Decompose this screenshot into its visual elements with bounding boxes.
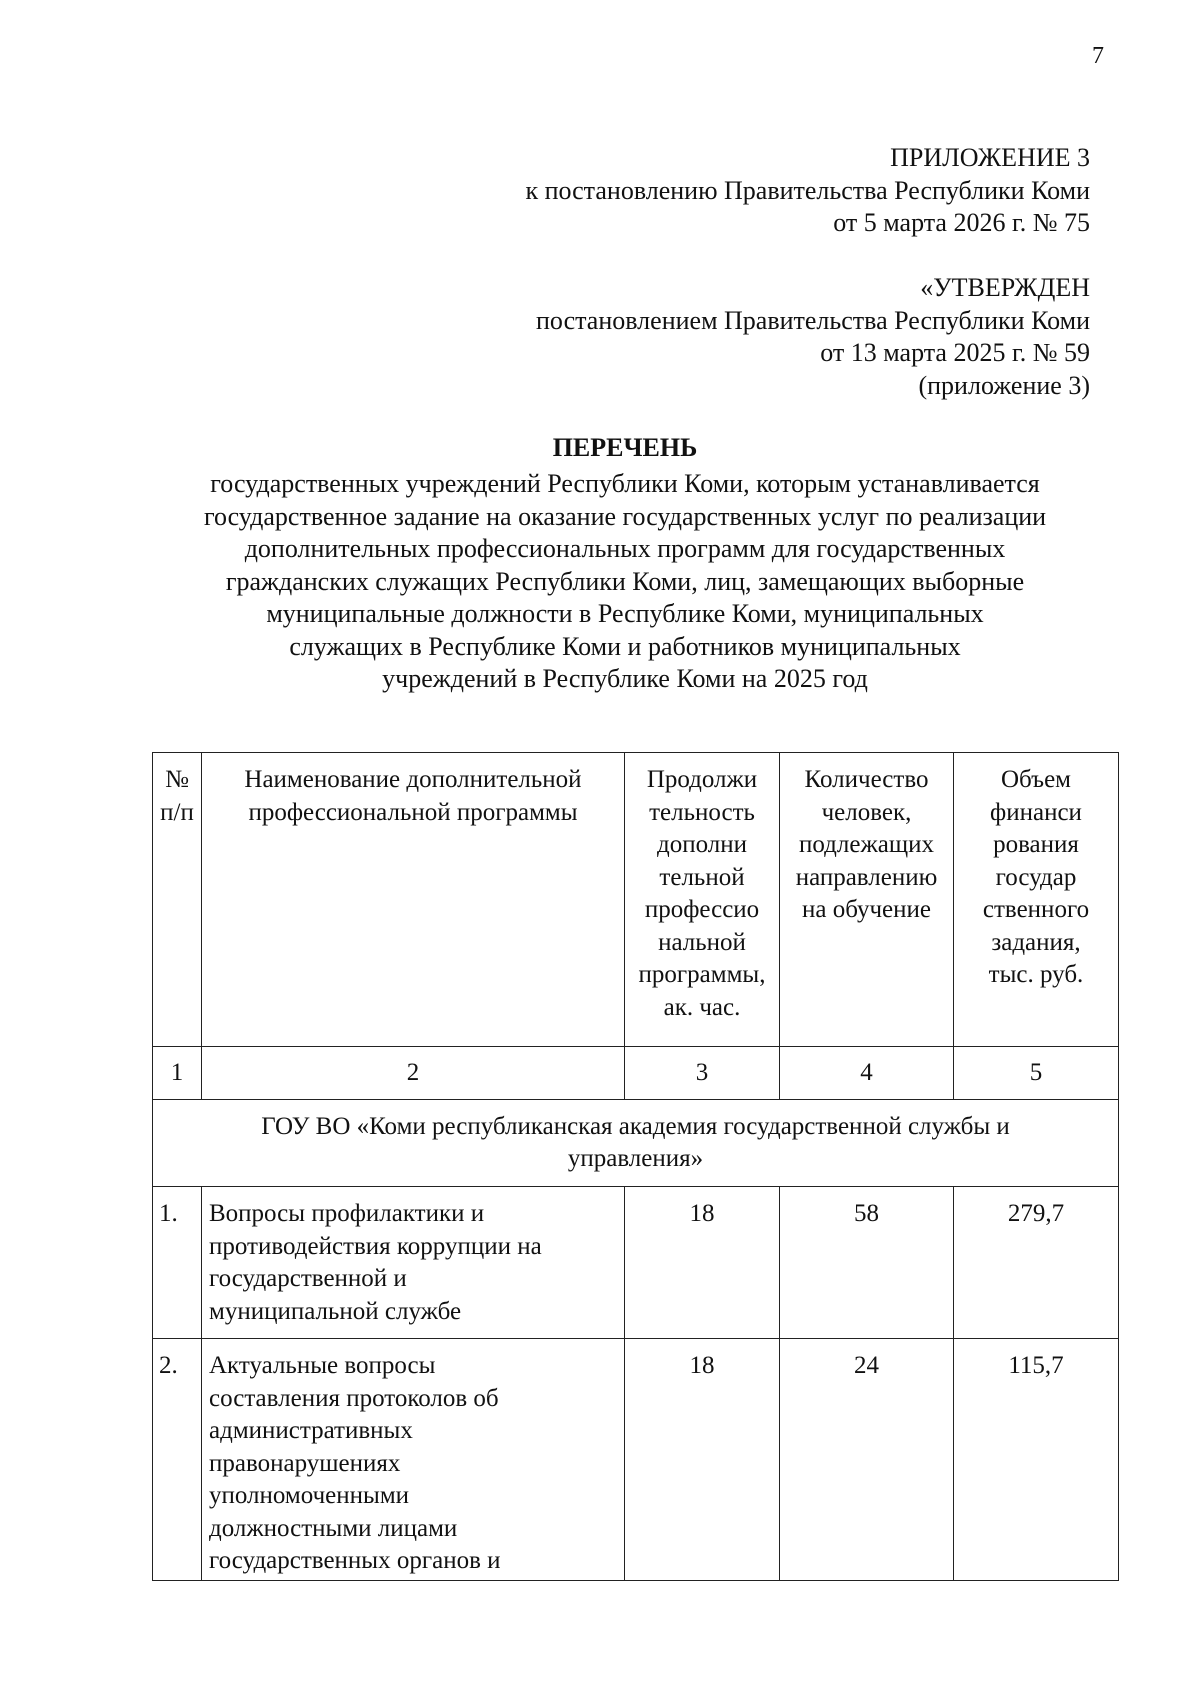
program-name: Вопросы профилактики и противодействия коррупции на государственной и муниципальной службе	[202, 1187, 625, 1339]
subtitle-line: гражданских служащих Республики Коми, лиц, замещающих выборные	[225, 566, 1025, 596]
subtitle-line: государственных учреждений Республики Коми, которым устанавливается	[210, 469, 1040, 498]
approval-appendix: (приложение 3)	[918, 370, 1090, 400]
programs-table	[152, 752, 1119, 1581]
table-header-row	[153, 753, 1119, 1047]
subtitle-line: дополнительных профессиональных программ для государственных	[244, 534, 1006, 563]
program-hours: 18	[625, 1339, 780, 1581]
subtitle-line: служащих в Республике Коми и работников муниципальных	[289, 631, 961, 661]
subtitle-line: муниципальные должности в Республике Коми, муниципальных	[266, 599, 984, 628]
document-subtitle	[130, 468, 1120, 696]
organization-row	[153, 1100, 1119, 1187]
column-number: 4	[780, 1047, 954, 1100]
program-people: 24	[780, 1339, 954, 1581]
table-row	[153, 1339, 1119, 1581]
row-index: 2.	[153, 1339, 202, 1581]
header-cell-funding: Объем финанси рования государ ственного задания, тыс. руб.	[954, 753, 1119, 1047]
organization-name: ГОУ ВО «Коми республиканская академия государственной службы и управления»	[153, 1100, 1119, 1187]
subtitle-line: государственное задание на оказание государственных услуг по реализации	[203, 501, 1047, 531]
page-number: 7	[1092, 43, 1104, 69]
program-name: Актуальные вопросы составления протоколов об административных правонарушениях уполномоченными должностными лицами государственных органов и	[202, 1339, 625, 1581]
row-index: 1.	[153, 1187, 202, 1339]
column-number: 3	[625, 1047, 780, 1100]
column-number: 5	[954, 1047, 1119, 1100]
appendix-label: ПРИЛОЖЕНИЕ 3	[890, 143, 1090, 172]
header-cell-program-name: Наименование дополнительной профессиональной программы	[202, 753, 625, 1047]
approval-block	[536, 272, 1090, 402]
header-cell-number: № п/п	[153, 753, 202, 1047]
table-row	[153, 1187, 1119, 1339]
appendix-block	[525, 142, 1090, 240]
approval-label: «УТВЕРЖДЕН	[920, 273, 1090, 302]
appendix-reference: к постановлению Правительства Республики Коми	[525, 175, 1090, 205]
program-people: 58	[780, 1187, 954, 1339]
appendix-date: от 5 марта 2026 г. № 75	[833, 208, 1090, 237]
program-funding: 115,7	[954, 1339, 1119, 1581]
approval-date: от 13 марта 2025 г. № 59	[820, 338, 1090, 367]
approval-reference: постановлением Правительства Республики Коми	[536, 305, 1090, 335]
subtitle-line: учреждений в Республике Коми на 2025 год	[382, 664, 868, 693]
column-number-row	[153, 1047, 1119, 1100]
column-number: 2	[202, 1047, 625, 1100]
program-funding: 279,7	[954, 1187, 1119, 1339]
document-title: ПЕРЕЧЕНЬ	[552, 433, 698, 462]
program-hours: 18	[625, 1187, 780, 1339]
header-cell-people-count: Количество человек, подлежащих направлению на обучение	[780, 753, 954, 1047]
column-number: 1	[153, 1047, 202, 1100]
header-cell-duration: Продолжи тельность дополни тельной профессио нальной программы, ак. час.	[625, 753, 780, 1047]
